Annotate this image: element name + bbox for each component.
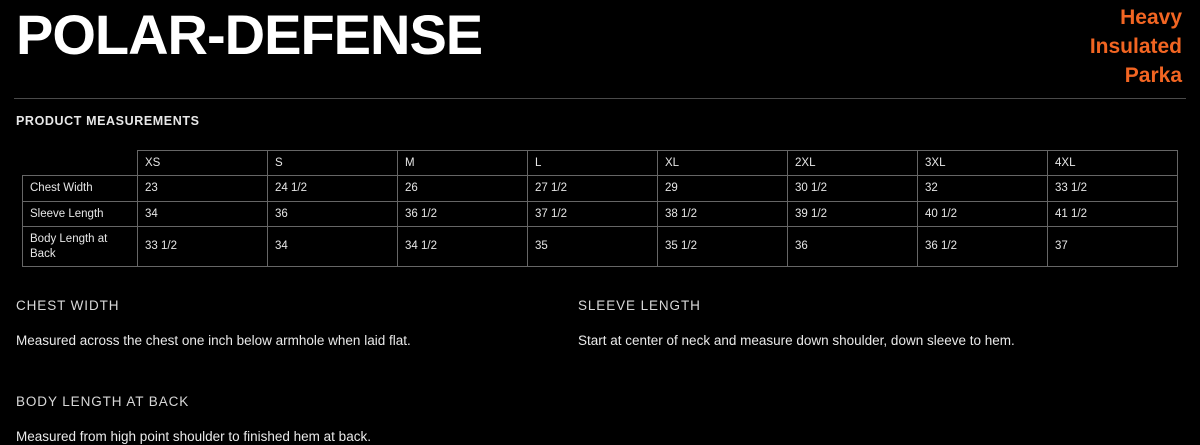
row-label-body-length-at-back: Body Length at Back — [23, 227, 138, 267]
column-header-2xl: 2XL — [788, 151, 918, 176]
product-name-line-1: Heavy — [1120, 6, 1182, 29]
cell-sleeve-length-3xl: 40 1/2 — [918, 201, 1048, 226]
cell-chest-width-xs: 23 — [138, 176, 268, 201]
note-body-body-length-at-back: Measured from high point shoulder to finished hem at back. — [16, 428, 371, 444]
cell-body-length-xs: 33 1/2 — [138, 227, 268, 267]
column-header-3xl: 3XL — [918, 151, 1048, 176]
column-header-m: M — [398, 151, 528, 176]
cell-sleeve-length-2xl: 39 1/2 — [788, 201, 918, 226]
cell-sleeve-length-xl: 38 1/2 — [658, 201, 788, 226]
notes-row-two — [16, 394, 1184, 445]
column-header-xs: XS — [138, 151, 268, 176]
cell-body-length-2xl: 36 — [788, 227, 918, 267]
note-body-sleeve-length: Start at center of neck and measure down shoulder, down sleeve to hem. — [578, 333, 1015, 348]
notes-row-one — [16, 298, 1184, 350]
note-title-sleeve-length: SLEEVE LENGTH — [578, 298, 701, 313]
column-header-4xl: 4XL — [1048, 151, 1178, 176]
note-body-chest-width: Measured across the chest one inch below armhole when laid flat. — [16, 333, 411, 348]
table-header-row — [23, 151, 1178, 176]
table-row — [23, 176, 1178, 201]
table-body — [23, 176, 1178, 267]
cell-chest-width-xl: 29 — [658, 176, 788, 201]
column-header-xl: XL — [658, 151, 788, 176]
cell-chest-width-m: 26 — [398, 176, 528, 201]
cell-sleeve-length-m: 36 1/2 — [398, 201, 528, 226]
table-row — [23, 227, 1178, 267]
cell-body-length-xl: 35 1/2 — [658, 227, 788, 267]
table-corner-cell — [23, 151, 138, 176]
cell-sleeve-length-s: 36 — [268, 201, 398, 226]
product-name-line-2: Insulated — [1089, 34, 1182, 58]
page-title: POLAR-DEFENSE — [16, 3, 483, 66]
cell-sleeve-length-l: 37 1/2 — [528, 201, 658, 226]
cell-chest-width-s: 24 1/2 — [268, 176, 398, 201]
section-title: PRODUCT MEASUREMENTS — [16, 114, 200, 128]
table-row — [23, 201, 1178, 226]
header-divider — [14, 98, 1186, 99]
column-header-s: S — [268, 151, 398, 176]
note-title-body-length-at-back: BODY LENGTH AT BACK — [16, 393, 190, 409]
cell-chest-width-2xl: 30 1/2 — [788, 176, 918, 201]
table-header — [23, 151, 1178, 176]
note-sleeve-length — [578, 298, 1140, 350]
note-body-length-at-back — [16, 394, 578, 445]
note-title-chest-width: CHEST WIDTH — [16, 298, 120, 313]
measurements-table-container — [22, 150, 1178, 267]
note-chest-width — [16, 298, 578, 350]
row-label-sleeve-length: Sleeve Length — [23, 201, 138, 226]
page-header — [0, 0, 1200, 98]
cell-chest-width-3xl: 32 — [918, 176, 1048, 201]
measurements-table — [22, 150, 1178, 267]
cell-body-length-m: 34 1/2 — [398, 227, 528, 267]
product-name-line-3: Parka — [1124, 63, 1182, 87]
cell-chest-width-l: 27 1/2 — [528, 176, 658, 201]
cell-body-length-4xl: 37 — [1048, 227, 1178, 267]
cell-body-length-l: 35 — [528, 227, 658, 267]
cell-chest-width-4xl: 33 1/2 — [1048, 176, 1178, 201]
cell-sleeve-length-xs: 34 — [138, 201, 268, 226]
column-header-l: L — [528, 151, 658, 176]
row-label-chest-width: Chest Width — [23, 176, 138, 201]
cell-sleeve-length-4xl: 41 1/2 — [1048, 201, 1178, 226]
notes-spacer — [578, 394, 1140, 445]
cell-body-length-s: 34 — [268, 227, 398, 267]
cell-body-length-3xl: 36 1/2 — [918, 227, 1048, 267]
product-name — [1090, 4, 1182, 91]
measurement-notes — [16, 298, 1184, 445]
